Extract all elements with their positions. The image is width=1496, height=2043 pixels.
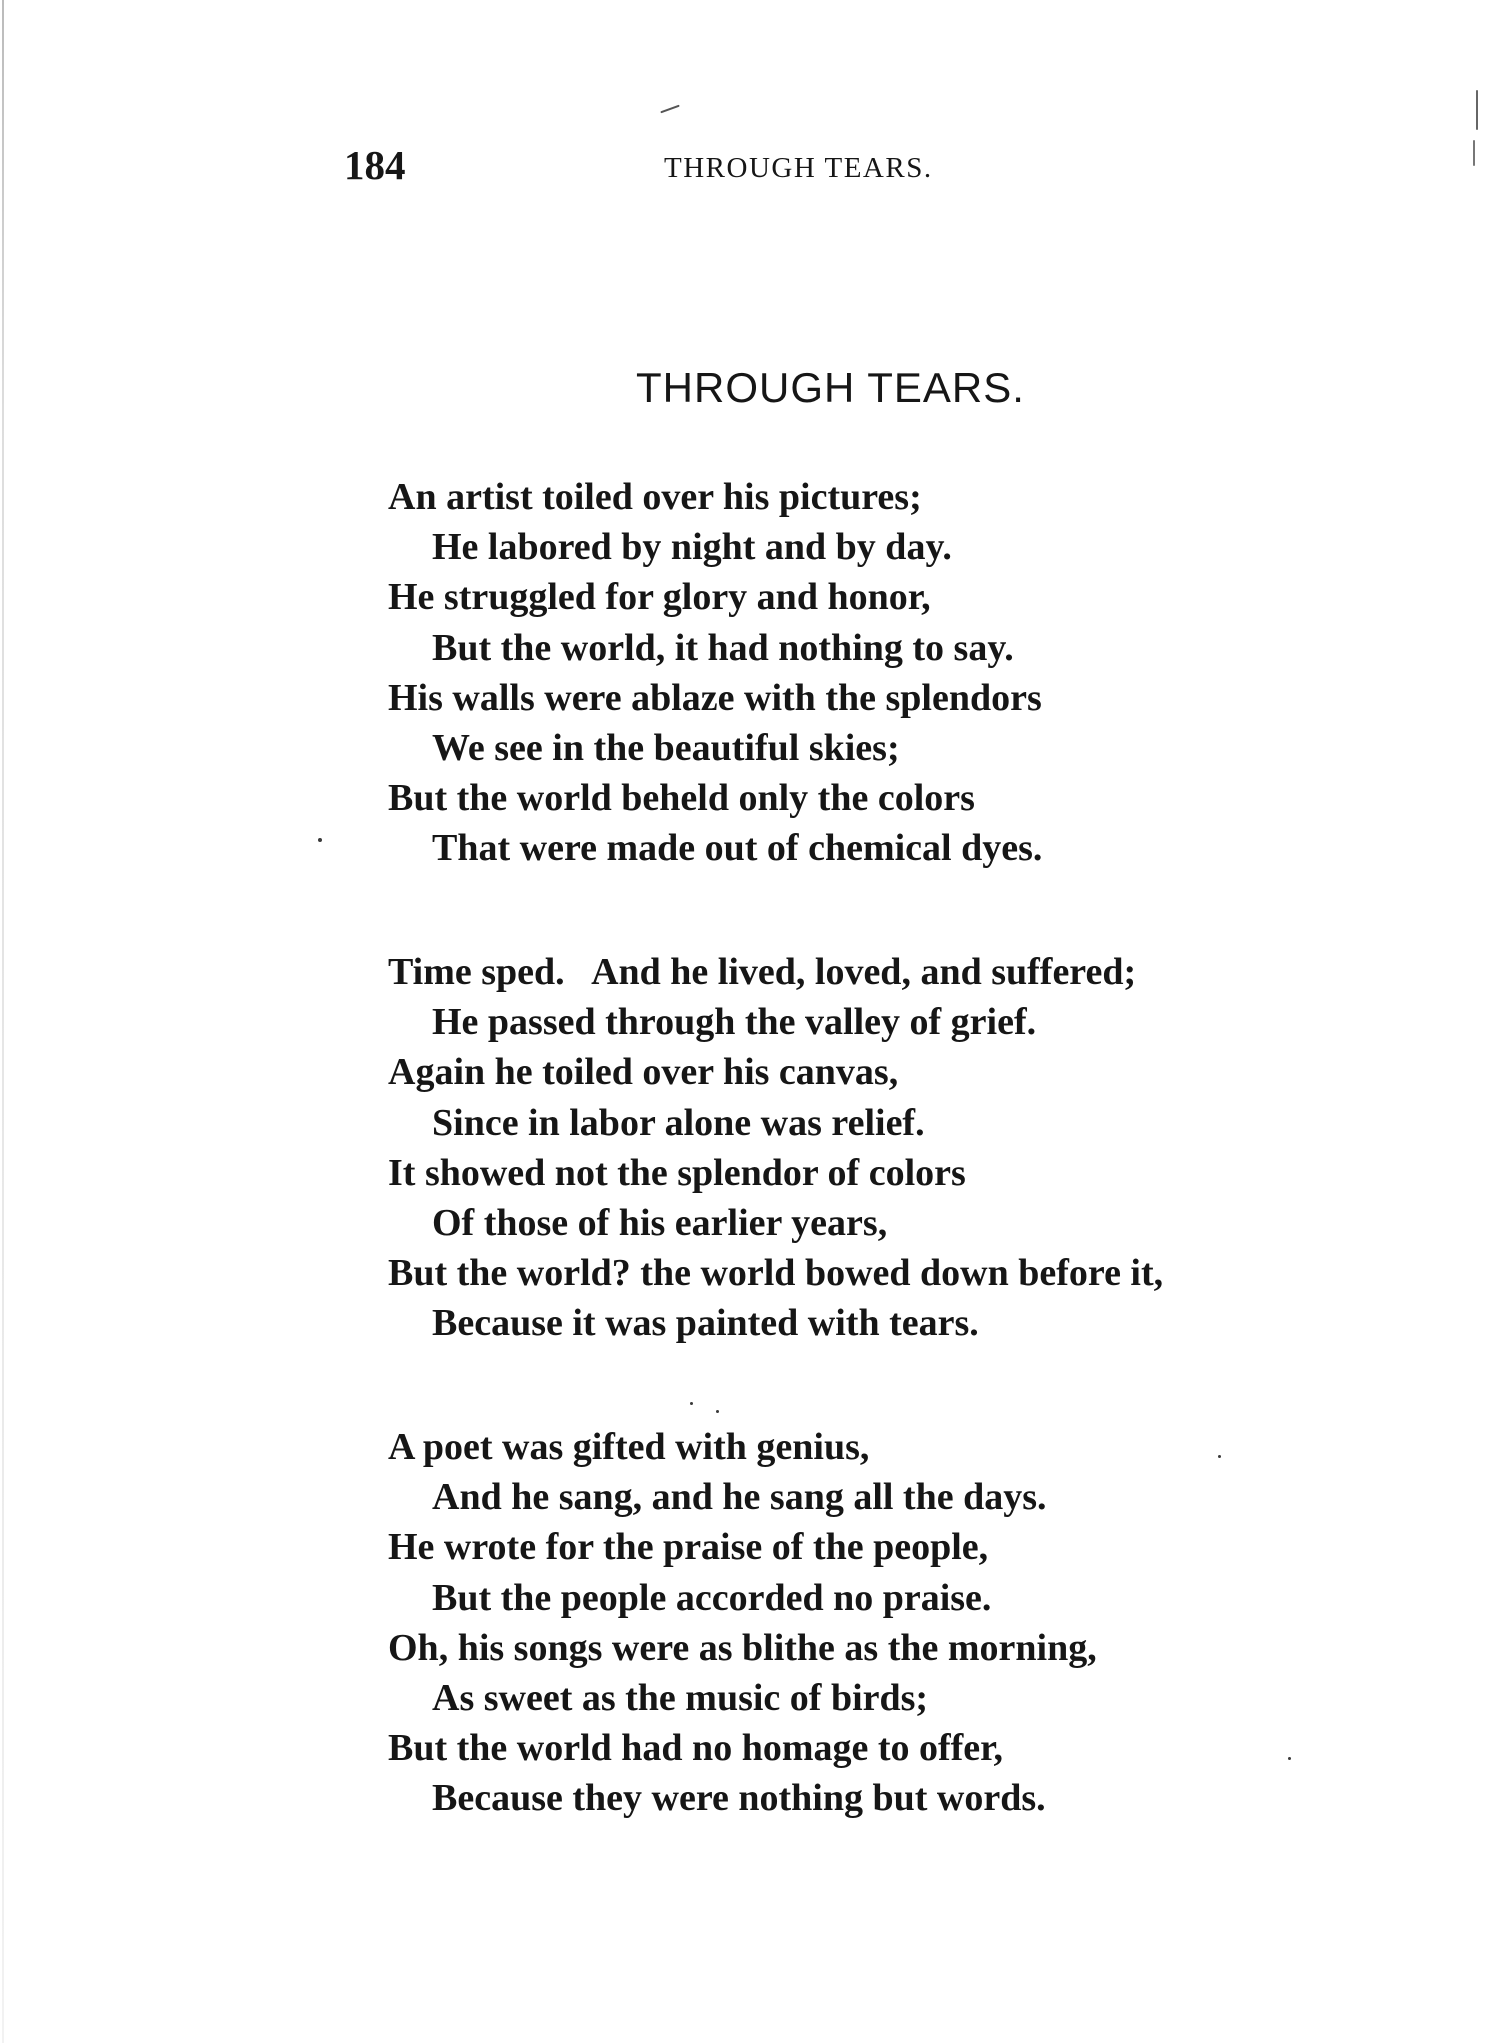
scan-speck bbox=[1288, 1757, 1291, 1760]
poem-line: As sweet as the music of birds; bbox=[432, 1677, 929, 1720]
poem-line: A poet was gifted with genius, bbox=[388, 1426, 870, 1468]
stanza-2 bbox=[388, 947, 1388, 1349]
poem-line: We see in the beautiful skies; bbox=[432, 727, 900, 770]
poem-line: Oh, his songs were as blithe as the morning, bbox=[388, 1626, 1097, 1669]
poem-line: He labored by night and by day. bbox=[432, 526, 952, 569]
scan-speck bbox=[318, 838, 322, 842]
scan-speck bbox=[1218, 1455, 1221, 1458]
poem-line: Again he toiled over his canvas, bbox=[388, 1051, 899, 1094]
scan-edge-shadow bbox=[2, 0, 4, 2043]
poem-line: Because they were nothing but words. bbox=[432, 1777, 1046, 1820]
poem-line: Since in labor alone was relief. bbox=[432, 1101, 925, 1144]
poem-line: Of those of his earlier years, bbox=[432, 1202, 888, 1245]
scan-speck bbox=[690, 1402, 693, 1405]
poem-line: But the people accorded no praise. bbox=[432, 1576, 992, 1619]
poem-title: THROUGH TEARS. bbox=[636, 364, 1025, 411]
poem-line: Because it was painted with tears. bbox=[432, 1302, 979, 1345]
poem-line: He passed through the valley of grief. bbox=[432, 1001, 1037, 1044]
poem-line: He struggled for glory and honor, bbox=[388, 576, 931, 619]
poem-line: And he sang, and he sang all the days. bbox=[432, 1476, 1047, 1519]
scan-speck bbox=[1473, 140, 1475, 166]
scan-speck bbox=[1476, 90, 1478, 130]
scan-speck bbox=[660, 105, 679, 114]
page-number: 184 bbox=[344, 142, 406, 188]
poem-line: Time sped. And he lived, loved, and suffered; bbox=[388, 951, 1137, 993]
running-head: THROUGH TEARS. bbox=[664, 152, 933, 184]
poem-line: His walls were ablaze with the splendors bbox=[388, 676, 1042, 719]
stanza-3 bbox=[388, 1422, 1388, 1824]
poem-line: But the world, it had nothing to say. bbox=[432, 626, 1014, 669]
poem-line: That were made out of chemical dyes. bbox=[432, 827, 1043, 870]
poem-line: It showed not the splendor of colors bbox=[388, 1151, 966, 1194]
scan-speck bbox=[716, 1410, 719, 1413]
poem-line: But the world beheld only the colors bbox=[388, 777, 975, 820]
poem-line: But the world? the world bowed down before it, bbox=[388, 1252, 1164, 1295]
stanza-1 bbox=[388, 472, 1388, 874]
poem-line: But the world had no homage to offer, bbox=[388, 1727, 1004, 1770]
poem-line: An artist toiled over his pictures; bbox=[388, 476, 922, 518]
poem-line: He wrote for the praise of the people, bbox=[388, 1526, 989, 1569]
